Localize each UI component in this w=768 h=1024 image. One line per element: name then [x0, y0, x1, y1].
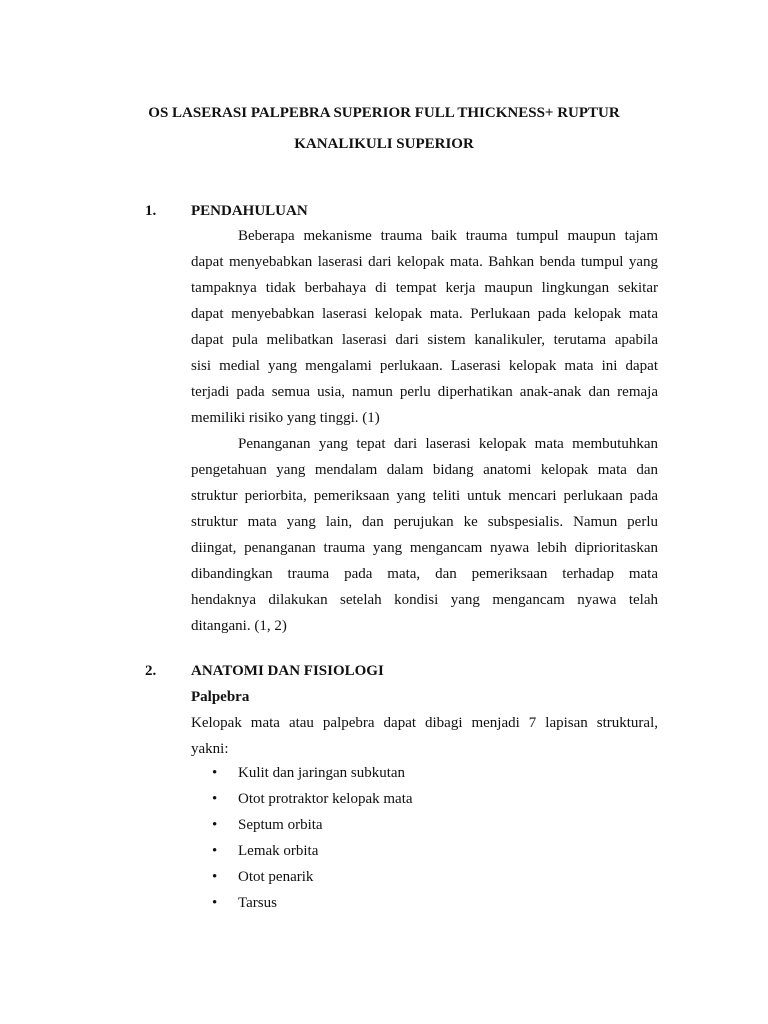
section-2-number: 2.: [145, 663, 157, 679]
title-line-2: KANALIKULI SUPERIOR: [294, 136, 474, 152]
paragraph-line: Penanganan yang tepat dari laserasi kelopak mata membutuhkan: [238, 436, 658, 452]
bullet-icon: •: [212, 765, 218, 781]
list-item: Otot protraktor kelopak mata: [238, 791, 413, 807]
paragraph-line: diingat, penanganan trauma yang mengancam nyawa lebih diprioritaskan: [191, 540, 658, 556]
paragraph-line: tampaknya tidak berbahaya di tempat kerja maupun lingkungan sekitar: [191, 280, 658, 296]
section-2-heading: ANATOMI DAN FISIOLOGI: [191, 663, 384, 679]
list-item: Lemak orbita: [238, 843, 319, 859]
page-title: [120, 98, 648, 160]
paragraph-line: terjadi pada semua usia, namun perlu diperhatikan anak-anak dan remaja: [191, 384, 658, 400]
paragraph-line: dapat pula melibatkan laserasi dari sistem kanalikuler, terutama apabila: [191, 332, 658, 348]
bullet-icon: •: [212, 791, 218, 807]
list-item: Kulit dan jaringan subkutan: [238, 765, 406, 781]
paragraph-line: Beberapa mekanisme trauma baik trauma tumpul maupun tajam: [238, 228, 658, 244]
paragraph-line: sisi medial yang mengalami perlukaan. Laserasi kelopak mata ini dapat: [191, 358, 658, 374]
bullet-icon: •: [212, 869, 218, 885]
section-1-heading: PENDAHULUAN: [191, 203, 308, 219]
subheading-palpebra: Palpebra: [191, 689, 250, 705]
bullet-icon: •: [212, 895, 218, 911]
paragraph-line: struktur mata yang lain, dan perujukan ke subspesialis. Namun perlu: [191, 514, 658, 530]
bullet-icon: •: [212, 817, 218, 833]
paragraph-line: dibandingkan trauma pada mata, dan pemeriksaan terhadap mata: [191, 566, 658, 582]
paragraph-line: ditangani. (1, 2): [191, 618, 287, 634]
paragraph-line: hendaknya dilakukan setelah kondisi yang mengancam nyawa telah: [191, 592, 658, 608]
section-1-number: 1.: [145, 203, 157, 219]
paragraph-line: memiliki risiko yang tinggi. (1): [191, 410, 380, 426]
paragraph-line: dapat menyebabkan laserasi dari kelopak mata. Bahkan benda tumpul yang: [191, 254, 658, 270]
bullet-icon: •: [212, 843, 218, 859]
list-item: Septum orbita: [238, 817, 323, 833]
paragraph-line: yakni:: [191, 741, 229, 757]
list-item: Otot penarik: [238, 869, 314, 885]
paragraph-line: dapat menyebabkan laserasi kelopak mata. Perlukaan pada kelopak mata: [191, 306, 658, 322]
paragraph-line: struktur periorbita, pemeriksaan yang teliti untuk mencari perlukaan pada: [191, 488, 658, 504]
list-item: Tarsus: [238, 895, 277, 911]
paragraph-line: pengetahuan yang mendalam dalam bidang anatomi kelopak mata dan: [191, 462, 658, 478]
title-line-1: OS LASERASI PALPEBRA SUPERIOR FULL THICKNESS+ RUPTUR: [148, 105, 620, 121]
paragraph-line: Kelopak mata atau palpebra dapat dibagi menjadi 7 lapisan struktural,: [191, 715, 658, 731]
